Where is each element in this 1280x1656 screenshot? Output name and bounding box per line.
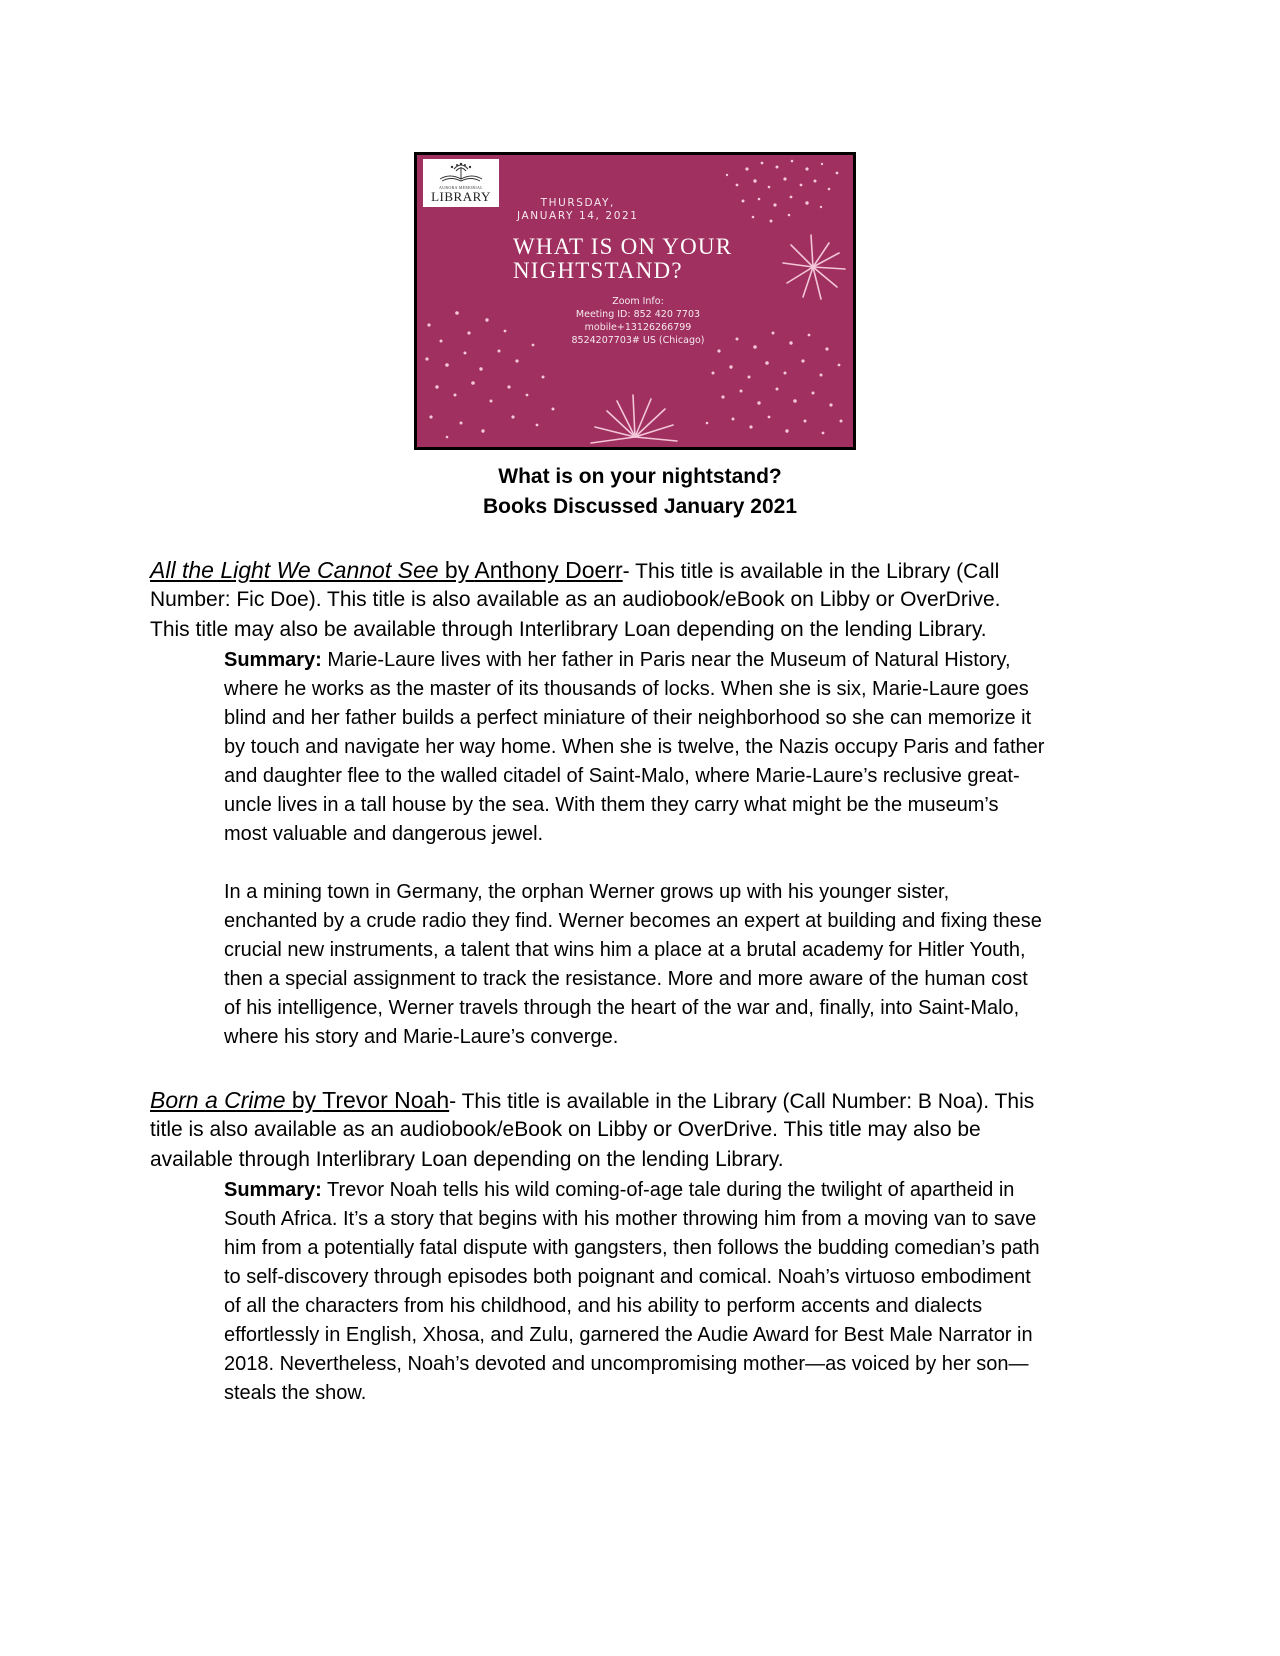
availability-text: Number: Fic Doe). This title is also available as an audiobook/eBook on Libby or OverDrive. (150, 588, 1001, 611)
summary-text: uncle lives in a tall house by the sea. With them they carry what might be the museum’s (224, 794, 999, 816)
book-entry-heading (150, 555, 999, 587)
availability-text: available through Interlibrary Loan depending on the lending Library. (150, 1148, 784, 1171)
summary-label: Summary: (224, 1179, 322, 1201)
summary-text: of his intelligence, Werner travels through the heart of the war and, finally, into Saint-Malo, (224, 997, 1020, 1019)
summary-text: of all the characters from his childhood, and his ability to perform accents and dialects (224, 1295, 983, 1317)
summary-text: then a special assignment to track the resistance. More and more aware of the human cost (224, 968, 1028, 990)
summary-text: him from a potentially fatal dispute with gangsters, then follows the budding comedian’s path (224, 1237, 1040, 1259)
summary-text: effortlessly in English, Xhosa, and Zulu, garnered the Audie Award for Best Male Narrator in (224, 1324, 1033, 1346)
summary-text: blind and her father builds a perfect miniature of their neighborhood so she can memorize it (224, 707, 1032, 729)
book-entry-heading (150, 1085, 1034, 1117)
availability-text: - This title is available in the Library (Call Number: B Noa). This (449, 1090, 1035, 1113)
summary-text: most valuable and dangerous jewel. (224, 823, 544, 845)
logo-library-name-small: AURORA MEMORIAL (439, 185, 483, 190)
summary-text: South Africa. It’s a story that begins with his mother throwing him from a moving van to save (224, 1208, 1037, 1230)
book-by: by (438, 557, 475, 583)
summary-text: crucial new instruments, a talent that wins him a place at a brutal academy for Hitler Youth, (224, 939, 1026, 961)
availability-text: This title may also be available through Interlibrary Loan depending on the lending Library. (150, 618, 987, 641)
summary-text: and daughter flee to the walled citadel of Saint-Malo, where Marie-Laure’s reclusive great- (224, 765, 1020, 787)
open-book-icon (436, 161, 486, 185)
summary-text: In a mining town in Germany, the orphan Werner grows up with his younger sister, (224, 881, 950, 903)
book-author: Anthony Doerr (474, 557, 623, 583)
library-logo (423, 159, 499, 207)
book-title: All the Light We Cannot See (150, 557, 439, 583)
document-subtitle: Books Discussed January 2021 (483, 495, 797, 518)
logo-library-word: LIBRARY (431, 189, 491, 204)
book-summary-continued (224, 878, 1234, 1052)
summary-text: where he works as the master of its thousands of locks. When she is six, Marie-Laure goes (224, 678, 1029, 700)
summary-text: where his story and Marie-Laure’s converge. (224, 1026, 619, 1048)
book-title: Born a Crime (150, 1087, 286, 1113)
availability-text: title is also available as an audiobook/eBook on Libby or OverDrive. This title may also be (150, 1118, 981, 1141)
zoom-dial-in: 8524207703# US (Chicago) (571, 335, 705, 346)
book-summary (224, 1176, 1234, 1408)
summary-text: enchanted by a crude radio they find. Werner becomes an expert at building and fixing these (224, 910, 1042, 932)
document-title: What is on your nightstand? (498, 465, 782, 488)
zoom-mobile: mobile+13126266799 (584, 322, 692, 333)
book-summary (224, 646, 1234, 849)
flyer-date: THURSDAY, JANUARY 14, 2021 (517, 197, 639, 222)
book-by: by (285, 1087, 323, 1113)
zoom-meeting-id: Meeting ID: 852 420 7703 (575, 309, 701, 320)
summary-text: Trevor Noah tells his wild coming-of-age tale during the twilight of apartheid in (321, 1179, 1015, 1201)
book-author: Trevor Noah (322, 1087, 450, 1113)
flyer-heading: WHAT IS ON YOUR NIGHTSTAND? (513, 234, 733, 283)
summary-text: to self-discovery through episodes both poignant and comical. Noah’s virtuoso embodiment (224, 1266, 1031, 1288)
zoom-info (553, 295, 723, 347)
summary-text: steals the show. (224, 1382, 367, 1404)
summary-text: Marie-Laure lives with her father in Paris near the Museum of Natural History, (321, 649, 1011, 671)
summary-label: Summary: (224, 649, 322, 671)
summary-text: 2018. Nevertheless, Noah’s devoted and uncompromising mother—as voiced by her son— (224, 1353, 1029, 1375)
zoom-info-line: Zoom Info: (612, 296, 664, 307)
event-flyer-image (414, 152, 856, 450)
summary-text: by touch and navigate her way home. When she is twelve, the Nazis occupy Paris and father (224, 736, 1045, 758)
availability-text: - This title is available in the Library (Call (622, 560, 1000, 583)
